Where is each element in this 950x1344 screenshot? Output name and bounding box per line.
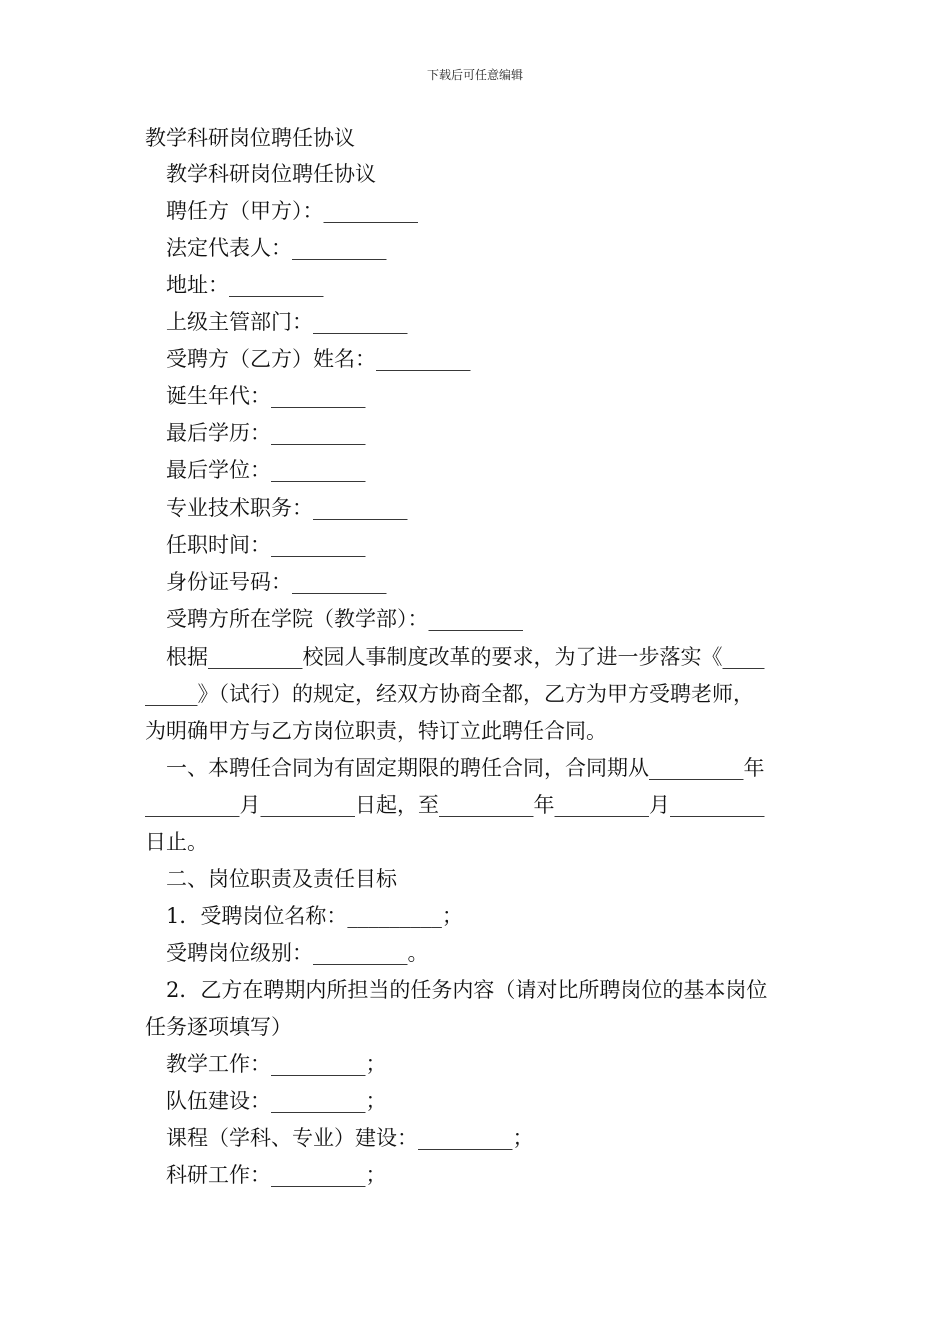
text-line: 聘任方（甲方）：_________ — [166, 199, 418, 223]
text-line: 法定代表人：_________ — [166, 236, 387, 260]
text-line: 诞生年代：_________ — [166, 384, 366, 408]
text-line: 一、本聘任合同为有固定期限的聘任合同，合同期从_________年 — [166, 756, 765, 780]
text-line: 2．乙方在聘期内所担当的任务内容（请对比所聘岗位的基本岗位 — [166, 978, 768, 1002]
document-title: 教学科研岗位聘任协议 — [145, 126, 355, 150]
text-line: 教学科研岗位聘任协议 — [166, 162, 376, 186]
text-line: 最后学位：_________ — [166, 458, 366, 482]
text-line: 地址：_________ — [166, 273, 324, 297]
text-line: 受聘岗位级别：_________。 — [166, 941, 429, 965]
text-line: 专业技术职务：_________ — [166, 496, 408, 520]
text-line: 科研工作：_________； — [166, 1163, 387, 1187]
text-line: _____》（试行）的规定，经双方协商全都，乙方为甲方受聘老师， — [145, 682, 754, 706]
text-line: 队伍建设：_________； — [166, 1089, 387, 1113]
text-line: _________月_________日起，至_________年_________月_________ — [145, 793, 765, 817]
text-line: 教学工作：_________； — [166, 1052, 387, 1076]
text-line: 任务逐项填写） — [145, 1015, 292, 1039]
text-line: 课程（学科、专业）建设：_________； — [166, 1126, 534, 1150]
text-line: 任职时间：_________ — [166, 533, 366, 557]
text-line: 受聘方所在学院（教学部）：_________ — [166, 607, 523, 631]
section-heading: 二、岗位职责及责任目标 — [166, 867, 397, 891]
text-line: 最后学历：_________ — [166, 421, 366, 445]
text-line: 受聘方（乙方）姓名：_________ — [166, 347, 471, 371]
page-header: 下载后可任意编辑 — [426, 68, 523, 82]
text-line: 根据_________校园人事制度改革的要求，为了进一步落实《____ — [166, 645, 765, 669]
text-line: 上级主管部门：_________ — [166, 310, 408, 334]
text-line: 身份证号码：_________ — [166, 570, 387, 594]
text-line: 日止。 — [145, 830, 208, 854]
text-line: 为明确甲方与乙方岗位职责，特订立此聘任合同。 — [145, 719, 607, 743]
text-line: 1．受聘岗位名称：_________； — [166, 904, 463, 928]
